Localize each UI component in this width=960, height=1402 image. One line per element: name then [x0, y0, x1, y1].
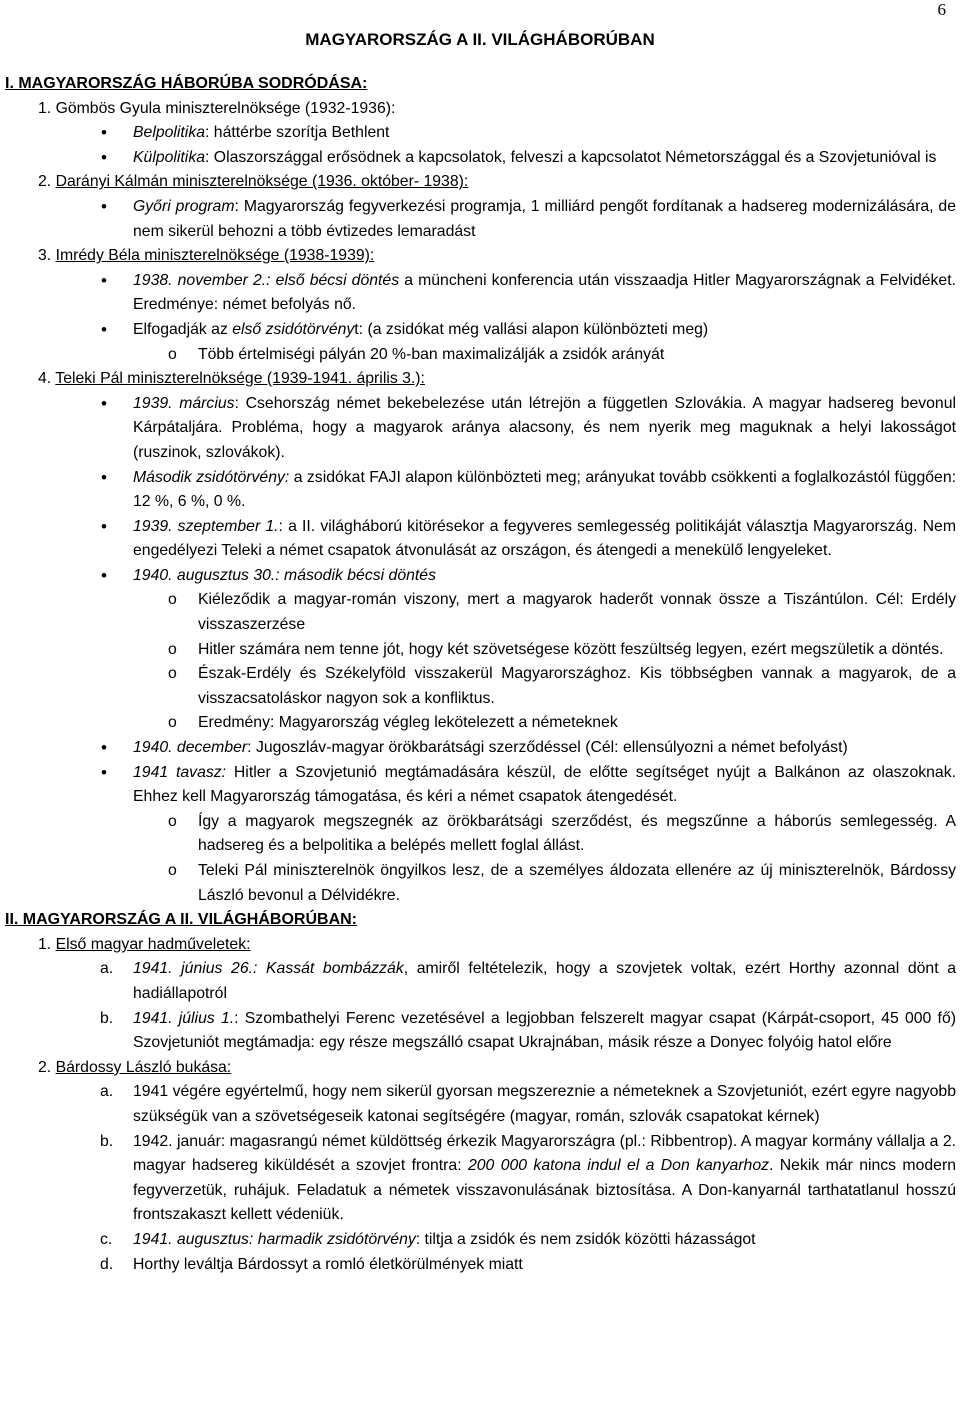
item-title: Bárdossy László bukása: [55, 1058, 232, 1076]
bullet: • 1941 tavasz: Hitler a Szovjetunió megtámadására készül, de előtte segítséget nyújt a Balkánon az olaszoknak. Ehhez kell Magyarország támogatása, és kéri a német csapatok átengedését. [5, 761, 956, 810]
sub-bullet: o Több értelmiségi pályán 20 %-ban maximalizálják a zsidók arányát [5, 343, 956, 368]
item-teleki: 4. Teleki Pál miniszterelnöksége (1939-1941. április 3.): [38, 370, 425, 388]
document-title: MAGYARORSZÁG A II. VILÁGHÁBORÚBAN [305, 30, 655, 49]
sub-bullet: o Kiéleződik a magyar-román viszony, mert a magyarok haderőt vonnak össze a Tiszántúlon. Cél: Erdély visszaszerzése [5, 588, 956, 637]
lettered-item: b. 1942. január: magasrangú német küldöttség érkezik Magyarországra (pl.: Ribbentrop). A magyar kormány vállalja a 2. magyar hadsereg kiküldését a szovjet frontra: 200 000 katona indul el a Don kanyarhoz. Nekik már nincs modern fegyverzetük, ruhájuk. Feladatuk a németek visszavonulásának biztosítása. A Don-kanyarnál tarthatatlanul hosszú frontszakaszt kellett védeniük. [100, 1132, 956, 1224]
sub-bullet: o Eredmény: Magyarország végleg lekötelezett a németeknek [5, 711, 956, 736]
item-title: Gömbös Gyula miniszterelnöksége (1932-1936): [55, 99, 396, 117]
item-title: Teleki Pál miniszterelnöksége (1939-1941. április 3.): [55, 370, 425, 388]
document-body [5, 72, 956, 1277]
item-title: Imrédy Béla miniszterelnöksége (1938-1939): [55, 247, 375, 265]
lettered-item: d. Horthy leváltja Bárdossyt a romló életkörülmények miatt [100, 1255, 523, 1273]
bullet: • 1939. március: Csehország német bekebelezése után létrejön a független Szlovákia. A magyar hadsereg bevonul Kárpátaljára. Probléma, hogy a magyarok aránya alacsony, és nem nyerik meg maguknak a helyi lakosságot (ruszinok, szlovákok). [5, 392, 956, 466]
bullet: • Belpolitika: háttérbe szorítja Bethlent [5, 121, 956, 146]
bullet: • Második zsidótörvény: a zsidókat FAJI alapon különbözteti meg; arányukat tovább csökkenti a foglalkozástól függően: 12 %, 6 %, 0 %. [5, 466, 956, 515]
bullet: • Elfogadják az első zsidótörvényt: (a zsidókat még vallási alapon különbözteti meg) [5, 318, 956, 343]
item-bardossy: 2. Bárdossy László bukása: [38, 1058, 232, 1076]
sub-bullet: o Hitler számára nem tenne jót, hogy két szövetségese között feszültség legyen, ezért megszületik a döntés. [5, 638, 956, 663]
item-title: Darányi Kálmán miniszterelnöksége (1936. október- 1938): [55, 173, 469, 191]
bullet: • Győri program: Magyarország fegyverkezési programja, 1 milliárd pengőt fordítanak a hadsereg modernizálására, de nem sikerül behozni a több évtizedes lemaradást [5, 195, 956, 244]
bullet: • 1938. november 2.: első bécsi döntés a müncheni konferencia után visszaadja Hitler Magyarországnak a Felvidéket. Eredménye: német befolyás nő. [5, 269, 956, 318]
lettered-item: a. 1941 végére egyértelmű, hogy nem sikerül gyorsan megszereznie a németeknek a Szovjetuniót, ezért egyre nagyobb szükségük van a szövetségeseik katonai segítségére (magyar, román, szlovák csapatokat kérnek) [100, 1083, 956, 1125]
bullet: • Külpolitika: Olaszországgal erősödnek a kapcsolatok, felveszi a kapcsolatot Németországgal és a Szovjetunióval is [5, 146, 956, 171]
bullet: • 1940. augusztus 30.: második bécsi döntés [5, 564, 956, 589]
item-gombos [5, 97, 956, 122]
item-title: Első magyar hadműveletek: [55, 935, 251, 953]
sub-bullet: o Így a magyarok megszegnék az örökbarátsági szerződést, és megszűnne a háborús semlegesség. A hadsereg és a belpolitika a belépés mellett foglal állást. [5, 810, 956, 859]
sub-bullet: o Teleki Pál miniszterelnök öngyilkos lesz, de a személyes áldozata ellenére az új miniszterelnök, Bárdossy László bevonul a Délvidékre. [5, 859, 956, 908]
bullet: • 1939. szeptember 1.: a II. világháború kitörésekor a fegyveres semlegesség politikáját választja Magyarország. Nem engedélyezi Teleki a német csapatok átvonulását az országon, és átengedi a menekülő lengyeleket. [5, 515, 956, 564]
section-heading-1: I. MAGYARORSZÁG HÁBORÚBA SODRÓDÁSA: [5, 75, 368, 92]
section-heading-2: II. MAGYARORSZÁG A II. VILÁGHÁBORÚBAN: [5, 911, 358, 929]
lettered-item: c. 1941. augusztus: harmadik zsidótörvény: tiltja a zsidók és nem zsidók közötti házasságot [100, 1230, 756, 1248]
item-hadmuveletek: 1. Első magyar hadműveletek: [38, 935, 251, 953]
item-number: 1. [38, 99, 52, 117]
lettered-item: b. 1941. július 1.: Szombathelyi Ferenc vezetésével a legjobban felszerelt magyar csapat (Kárpát-csoport, 45 000 fő) Szovjetuniót megtámadja: egy része megszálló csapat Ukrajnában, másik része a Donyec folyóig hatol előre [100, 1009, 956, 1052]
page-number: 6 [937, 0, 946, 19]
bullet: • 1940. december: Jugoszláv-magyar örökbarátsági szerződéssel (Cél: ellensúlyozni a német befolyást) [5, 736, 956, 761]
item-daranyi: 2. Darányi Kálmán miniszterelnöksége (1936. október- 1938): [38, 173, 469, 191]
lettered-item: a. 1941. június 26.: Kassát bombázzák, amiről feltételezik, hogy a szovjetek voltak, ezért Horthy azonnal dönt a hadiállapotról [100, 960, 956, 1002]
item-imredy: 3. Imrédy Béla miniszterelnöksége (1938-1939): [38, 247, 375, 265]
sub-bullet: o Észak-Erdély és Székelyföld visszakerül Magyarországhoz. Kis többségben vannak a magyarok, de a visszacsatoláskor nagyon sok a konfliktus. [5, 662, 956, 711]
